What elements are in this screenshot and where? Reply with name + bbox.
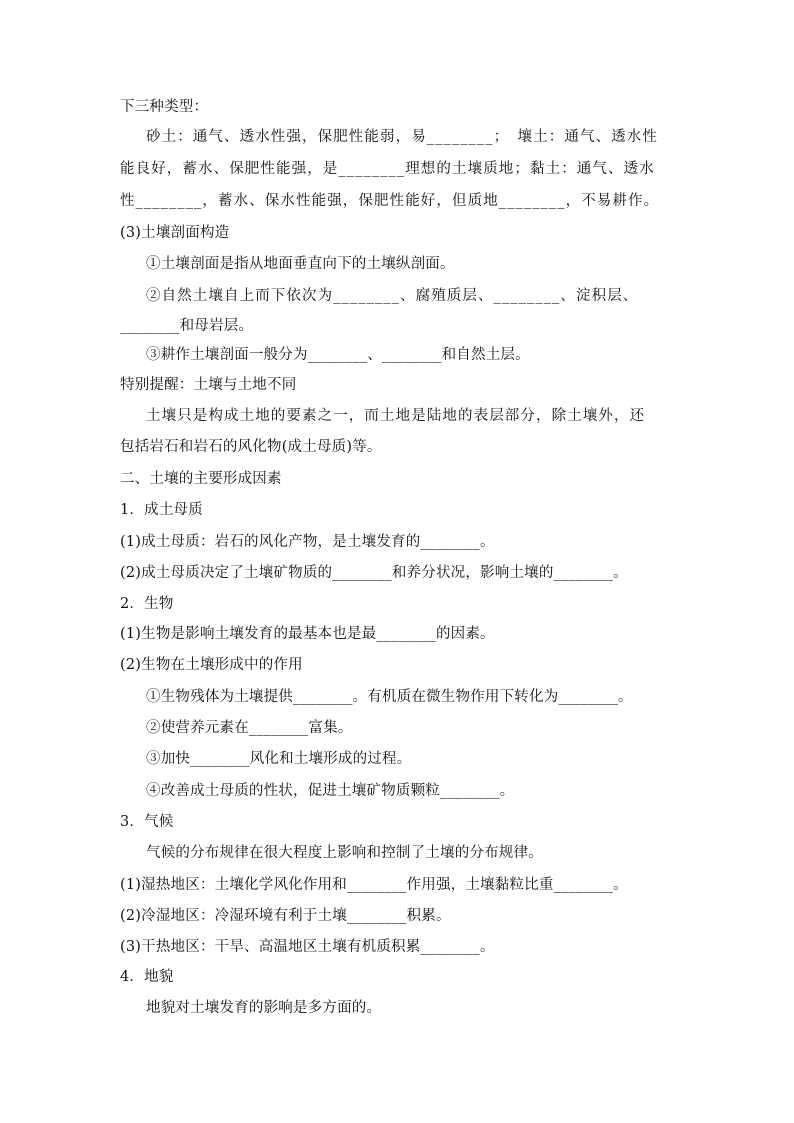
text-line: (1)成土母质：岩石的风化产物，是土壤发育的________。	[120, 534, 495, 550]
text-line: ①土壤剖面是指从地面垂直向下的土壤纵剖面。	[146, 256, 455, 272]
section-heading: 3．气候	[120, 814, 174, 830]
text-line: ②自然土壤自上而下依次为________、腐殖质层、________、淀积层、	[146, 288, 639, 304]
text-line: (2)生物在土壤形成中的作用	[120, 657, 303, 673]
text-line: 性________，蓄水、保水性能强，保肥性能好，但质地________，不易耕作。	[120, 193, 660, 209]
section-heading: 4．地貌	[120, 969, 174, 985]
text-line: 砂土：通气、透水性强，保肥性能弱，易________； 壤土：通气、透水性	[146, 129, 658, 145]
section-heading: 特别提醒：土壤与土地不同	[120, 377, 297, 393]
text-line: (3)干热地区：干旱、高温地区土壤有机质积累________。	[120, 939, 495, 955]
text-line: 地貌对土壤发育的影响是多方面的。	[146, 1000, 382, 1016]
section-heading: 2．生物	[120, 596, 174, 612]
text-line: ①生物残体为土壤提供________。有机质在微生物作用下转化为________。	[146, 689, 633, 705]
text-line: (2)冷湿地区：冷湿环境有利于土壤________积累。	[120, 908, 451, 924]
text-line: ②使营养元素在________富集。	[146, 720, 353, 736]
text-line: (1)湿热地区：土壤化学风化作用和________作用强，土壤黏粒比重________。	[120, 877, 628, 893]
text-line: ________和母岩层。	[120, 318, 254, 334]
text-line: ④改善成土母质的性状，促进土壤矿物质颗粒________。	[146, 783, 515, 799]
section-heading: (3)土壤剖面构造	[120, 225, 230, 241]
section-heading: 1．成土母质	[120, 502, 203, 518]
section-heading: 二、土壤的主要形成因素	[120, 471, 282, 487]
text-line: 土壤只是构成土地的要素之一，而土地是陆地的表层部分，除土壤外，还	[146, 408, 646, 424]
text-line: (2)成土母质决定了土壤矿物质的________和养分状况，影响土壤的________。	[120, 565, 628, 581]
text-line: 下三种类型：	[120, 99, 209, 115]
text-line: 气候的分布规律在很大程度上影响和控制了土壤的分布规律。	[146, 845, 543, 861]
text-line: 能良好，蓄水、保肥性能强，是________理想的土壤质地；黏土：通气、透水	[120, 161, 655, 177]
text-line: (1)生物是影响土壤发育的最基本也是最________的因素。	[120, 626, 495, 642]
text-line: ③耕作土壤剖面一般分为________、________和自然土层。	[146, 347, 530, 363]
text-line: 包括岩石和岩石的风化物(成土母质)等。	[120, 439, 382, 455]
text-line: ③加快________风化和土壤形成的过程。	[146, 751, 412, 767]
